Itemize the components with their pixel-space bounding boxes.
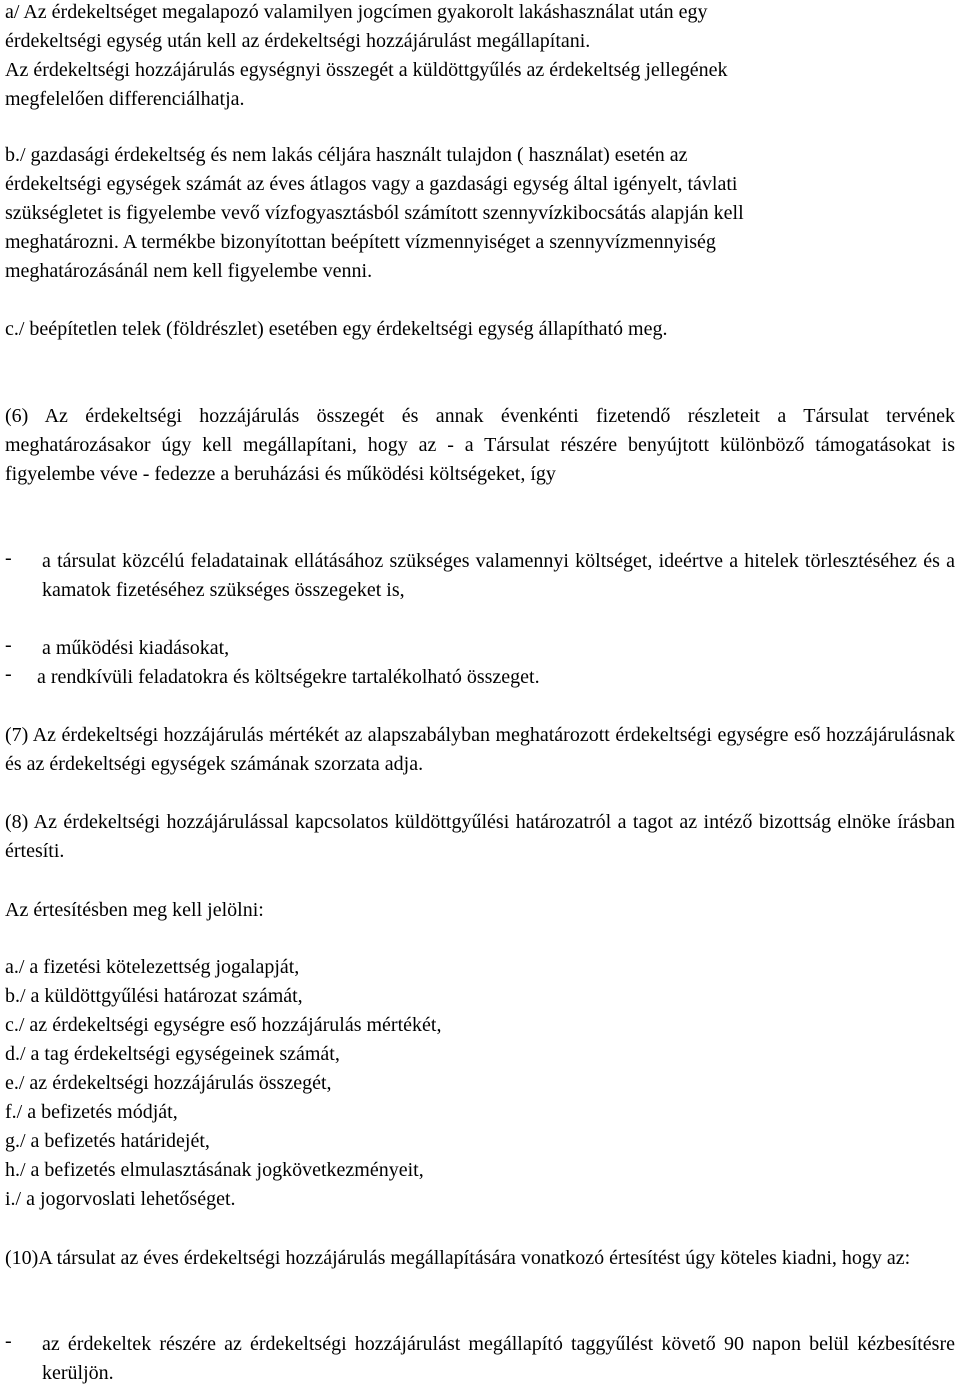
list-dash: - <box>5 1330 12 1352</box>
notice-item: h./ a befizetés elmulasztásának jogkövetkezményeit, <box>5 1159 424 1181</box>
paragraph-7: (7) Az érdekeltségi hozzájárulás mértékét az alapszabályban meghatározott érdekeltségi egységre eső hozzájárulásnak és az érdekeltségi egységek számának szorzata adja. <box>5 724 955 775</box>
text-line: Az érdekeltségi hozzájárulás egységnyi összegét a küldöttgyűlés az érdekeltség jellegének <box>5 59 728 81</box>
paragraph-8: (8) Az érdekeltségi hozzájárulással kapcsolatos küldöttgyűlési határozatról a tagot az intéző bizottság elnöke írásban értesíti. <box>5 811 955 862</box>
section-b <box>5 141 955 286</box>
list-item-text: a társulat közcélú feladatainak ellátásához szükséges valamennyi költséget, ideértve a hitelek törlesztéséhez és a kamatok fizetéséhez szükséges összegeket is, <box>42 550 955 601</box>
notice-item: i./ a jogorvoslati lehetőséget. <box>5 1188 236 1210</box>
notice-item: f./ a befizetés módját, <box>5 1101 178 1123</box>
notice-item: a./ a fizetési kötelezettség jogalapját, <box>5 956 300 978</box>
notice-item: d./ a tag érdekeltségi egységeinek számát, <box>5 1043 340 1065</box>
text-line: meghatározásánál nem kell figyelembe venni. <box>5 260 373 282</box>
notice-item: g./ a befizetés határidejét, <box>5 1130 210 1152</box>
dash-list-1 <box>5 547 955 605</box>
notice-intro: Az értesítésben meg kell jelölni: <box>5 899 264 921</box>
list-dash: - <box>5 634 12 656</box>
list-item-text: a rendkívüli feladatokra és költségekre tartalékolható összeget. <box>37 666 540 688</box>
text-line: megfelelően differenciálhatja. <box>5 88 245 110</box>
section-a <box>5 0 955 114</box>
list-dash: - <box>5 663 12 685</box>
notice-item: b./ a küldöttgyűlési határozat számát, <box>5 985 303 1007</box>
notice-list <box>5 953 955 1214</box>
list-item <box>5 634 955 663</box>
paragraph-6: (6) Az érdekeltségi hozzájárulás összegét és annak évenkénti fizetendő részleteit a Társulat tervének meghatározásakor úgy kell megállapítani, hogy az - a Társulat részére benyújtott különböző támogatásokat is figyelembe véve - fedezze a beruházási és működési költségeket, így <box>5 405 955 485</box>
text-line: b./ gazdasági érdekeltség és nem lakás céljára használt tulajdon ( használat) esetén az <box>5 144 688 166</box>
notice-item: e./ az érdekeltségi hozzájárulás összegét, <box>5 1072 332 1094</box>
text-line: szükségletet is figyelembe vevő vízfogyasztásból számított szennyvízkibocsátás alapján kell <box>5 202 744 224</box>
section-c: c./ beépítetlen telek (földrészlet) esetében egy érdekeltségi egység állapítható meg. <box>5 318 668 340</box>
dash-list-3 <box>5 1330 955 1388</box>
text-line: érdekeltségi egységek számát az éves átlagos vagy a gazdasági egység által igényelt, távlati <box>5 173 738 195</box>
list-item <box>5 1330 955 1388</box>
list-item <box>5 663 955 692</box>
list-item-text: az érdekeltek részére az érdekeltségi hozzájárulást megállapító taggyűlést követő 90 napon belül kézbesítésre kerüljön. <box>42 1333 955 1384</box>
text-line: meghatározni. A termékbe bizonyítottan beépített vízmennyiséget a szennyvízmennyiség <box>5 231 716 253</box>
list-item-text: a működési kiadásokat, <box>37 637 230 659</box>
text-line: a/ Az érdekeltséget megalapozó valamilyen jogcímen gyakorolt lakáshasználat után egy <box>5 1 708 23</box>
dash-list-2 <box>5 634 955 692</box>
text-line: érdekeltségi egység után kell az érdekeltségi hozzájárulást megállapítani. <box>5 30 591 52</box>
paragraph-10: (10)A társulat az éves érdekeltségi hozzájárulás megállapítására vonatkozó értesítést úgy köteles kiadni, hogy az: <box>5 1247 911 1269</box>
notice-item: c./ az érdekeltségi egységre eső hozzájárulás mértékét, <box>5 1014 442 1036</box>
list-dash: - <box>5 547 12 569</box>
list-item <box>5 547 955 605</box>
